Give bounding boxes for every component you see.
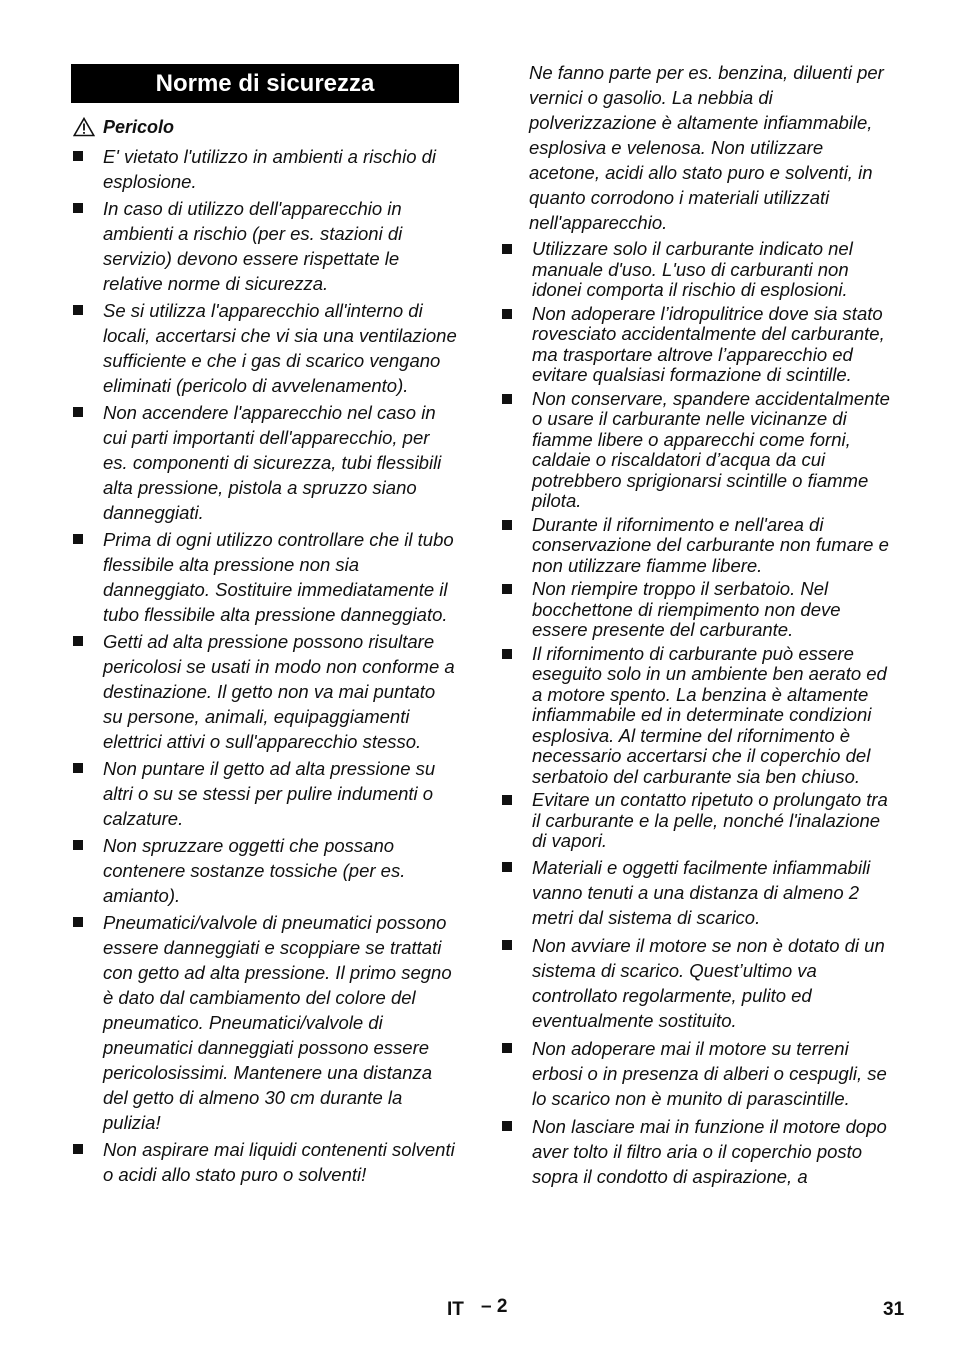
square-bullet-icon — [73, 534, 83, 544]
footer-language: IT — [447, 1299, 464, 1320]
left-column — [71, 64, 459, 1189]
square-bullet-icon — [73, 763, 83, 773]
safety-item — [71, 196, 459, 296]
safety-item — [500, 304, 892, 386]
square-bullet-icon — [73, 840, 83, 850]
safety-item-text: Prima di ogni utilizzo controllare che il tubo flessibile alta pressione non sia danneggiato. Sostituire immediatamente il tubo flessibile alta pressione danneggiato. — [103, 529, 454, 625]
safety-item — [71, 144, 459, 194]
safety-item — [500, 933, 892, 1033]
safety-item — [500, 790, 892, 852]
square-bullet-icon — [73, 917, 83, 927]
safety-item — [500, 579, 892, 641]
danger-label: Pericolo — [103, 116, 175, 137]
safety-item-text: Se si utilizza l'apparecchio all'interno di locali, accertarsi che vi sia una ventilazione sufficiente e che i gas di scarico vengano eliminati (pericolo di avvelenamento). — [103, 300, 457, 396]
safety-item — [500, 855, 892, 930]
right-column — [500, 60, 892, 1192]
safety-item — [500, 1036, 892, 1111]
safety-item-text: Pneumatici/valvole di pneumatici possono essere danneggiati e scoppiare se trattati con getto ad alta pressione. Il primo segno è dato dal cambiamento del colore del pneumatico. Pneumatici/valvole di pneumatici danneggiati possono essere pericolosissimi. Mantenere una distanza del getto di almeno 30 cm durante la pulizia! — [103, 912, 452, 1133]
square-bullet-icon — [502, 649, 512, 659]
safety-item-text: Evitare un contatto ripetuto o prolungato tra il carburante e la pelle, nonché l'inalazione di vapori. — [532, 789, 888, 851]
safety-item-text: Non aspirare mai liquidi contenenti solventi o acidi allo stato puro o solventi! — [103, 1139, 455, 1185]
safety-item-text: Il rifornimento di carburante può essere eseguito solo in un ambiente ben aerato ed a motore spento. La benzina è altamente infiammabile ed in determinate condizioni esplosiva. Al termine del rifornimento è necessario accertarsi che il coperchio del serbatoio del carburante sia ben chiuso. — [532, 642, 887, 787]
safety-item-text: Non spruzzare oggetti che possano contenere sostanze tossiche (per es. amianto). — [103, 835, 406, 906]
safety-item-text: Utilizzare solo il carburante indicato nel manuale d'uso. L'uso di carburanti non idonei comporta il rischio di esplosioni. — [532, 238, 853, 300]
square-bullet-icon — [502, 394, 512, 404]
continued-paragraph: Ne fanno parte per es. benzina, diluenti per vernici o gasolio. La nebbia di polverizzazione è altamente infiammabile, esplosiva e velenosa. Non utilizzare acetone, acidi allo stato puro e solventi, in quanto corrodono i materiali utilizzati nell'apparecchio. — [529, 62, 884, 233]
right-safety-list — [500, 239, 892, 1189]
safety-item-text: Non lasciare mai in funzione il motore dopo aver tolto il filtro aria o il coperchio posto sopra il condotto di aspirazione, a — [532, 1115, 887, 1187]
safety-item — [71, 756, 459, 831]
safety-item — [500, 644, 892, 788]
safety-item-text: Materiali e oggetti facilmente infiammabili vanno tenuti a una distanza di almeno 2 metri dal sistema di scarico. — [532, 856, 871, 928]
square-bullet-icon — [502, 862, 512, 872]
section-title: Norme di sicurezza — [71, 64, 459, 103]
square-bullet-icon — [502, 1121, 512, 1131]
safety-item — [71, 629, 459, 754]
safety-item-text: E' vietato l'utilizzo in ambienti a rischio di esplosione. — [103, 146, 437, 192]
safety-item-text: Non puntare il getto ad alta pressione su altri o su se stessi per pulire indumenti o calzature. — [103, 758, 436, 829]
square-bullet-icon — [502, 1043, 512, 1053]
square-bullet-icon — [73, 1144, 83, 1154]
safety-item-text: Getti ad alta pressione possono risultare pericolosi se usati in modo non conforme a destinazione. Il getto non va mai puntato su persone, animali, equipaggiamenti elettrici attivi o sull'apparecchio stesso. — [103, 631, 455, 752]
safety-item — [500, 1114, 892, 1189]
safety-item — [71, 833, 459, 908]
safety-item — [500, 239, 892, 301]
square-bullet-icon — [73, 203, 83, 213]
safety-item — [500, 389, 892, 512]
square-bullet-icon — [73, 151, 83, 161]
footer-section-number: – 2 — [481, 1296, 508, 1317]
square-bullet-icon — [502, 795, 512, 805]
square-bullet-icon — [73, 305, 83, 315]
square-bullet-icon — [502, 940, 512, 950]
safety-item — [71, 910, 459, 1135]
warning-triangle-icon — [73, 117, 95, 137]
square-bullet-icon — [73, 407, 83, 417]
safety-item-text: Non conservare, spandere accidentalmente o usare il carburante nelle vicinanze di fiamme libere o apparecchi come forni, caldaie o riscaldatori d’acqua da cui potrebbero sprigionarsi scintille o fiamme pilota. — [532, 387, 890, 511]
left-safety-list — [71, 144, 459, 1187]
safety-item-text: Non adoperare l’idropulitrice dove sia stato rovesciato accidentalmente del carburante, ma trasportare altrove l’apparecchio ed evitare qualsiasi formazione di scintille. — [532, 302, 885, 385]
safety-item — [71, 527, 459, 627]
square-bullet-icon — [502, 520, 512, 530]
safety-item-text: Non accendere l'apparecchio nel caso in cui parti importanti dell'apparecchio, per es. componenti di sicurezza, tubi flessibili alta pressione, pistola a spruzzo siano danneggiati. — [103, 402, 442, 523]
square-bullet-icon — [502, 244, 512, 254]
square-bullet-icon — [502, 584, 512, 594]
danger-heading — [71, 115, 459, 139]
square-bullet-icon — [73, 636, 83, 646]
safety-item — [71, 298, 459, 398]
safety-item — [500, 515, 892, 577]
safety-item-text: Non riempire troppo il serbatoio. Nel bocchettone di riempimento non deve essere presente del carburante. — [532, 578, 841, 640]
safety-item — [71, 400, 459, 525]
square-bullet-icon — [502, 309, 512, 319]
safety-item — [71, 1137, 459, 1187]
safety-item-text: Durante il rifornimento e nell'area di conservazione del carburante non fumare e non utilizzare fiamme libere. — [532, 513, 889, 576]
safety-item-text: Non adoperare mai il motore su terreni erbosi o in presenza di alberi o cespugli, se lo scarico non è munito di parascintille. — [532, 1037, 887, 1109]
safety-item-text: In caso di utilizzo dell'apparecchio in ambienti a rischio (per es. stazioni di servizio) devono essere rispettate le relative norme di sicurezza. — [103, 198, 403, 294]
footer-page-number: 31 — [883, 1299, 905, 1320]
safety-item-text: Non avviare il motore se non è dotato di un sistema di scarico. Quest’ultimo va controllato regolarmente, pulito ed eventualmente sostituito. — [532, 934, 885, 1031]
